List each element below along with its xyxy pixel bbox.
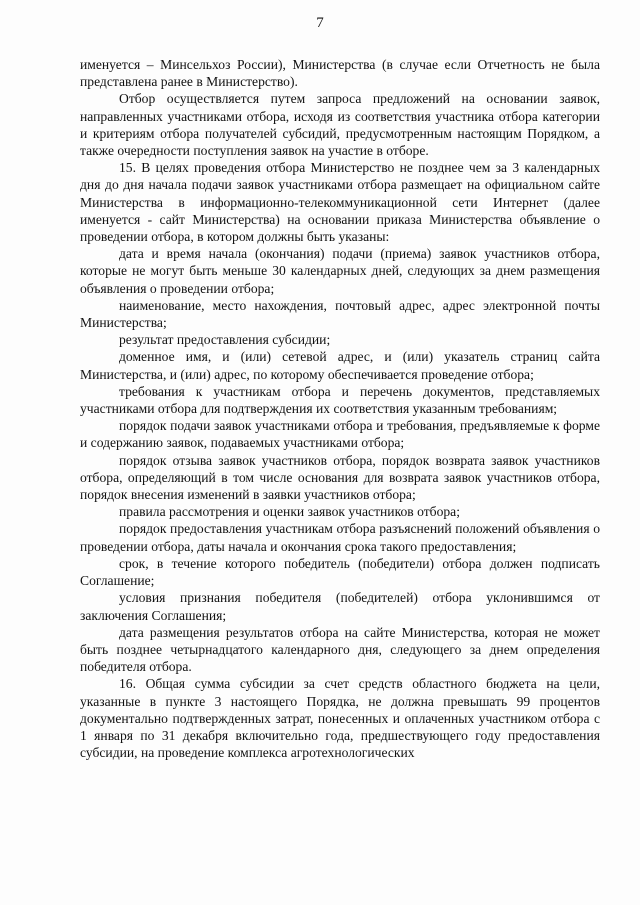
paragraph: порядок подачи заявок участниками отбора и требования, предъявляемые к форме и содержанию заявок, подаваемых участниками отбора;	[80, 418, 600, 451]
paragraph: дата и время начала (окончания) подачи (приема) заявок участников отбора, которые не могут быть меньше 30 календарных дней, следующих за днем размещения объявления о проведении отбора;	[80, 246, 600, 296]
paragraph: 15. В целях проведения отбора Министерство не позднее чем за 3 календарных дня до дня начала подачи заявок участниками отбора размещает на официальном сайте Министерства в информационно-телекоммуникационной сети Интернет (далее именуется - сайт Министерства) на основании приказа Министерства объявление о проведении отбора, в котором должны быть указаны:	[80, 160, 600, 245]
paragraph: 16. Общая сумма субсидии за счет средств областного бюджета на цели, указанные в пункте 3 настоящего Порядка, не должна превышать 99 процентов документально подтвержденных затрат, понесенных и оплаченных участником отбора с 1 января по 31 декабря включительно года, предшествующего году предоставления субсидии, на проведение комплекса агротехнологических	[80, 676, 600, 761]
paragraph: Отбор осуществляется путем запроса предложений на основании заявок, направленных участниками отбора, исходя из соответствия участника отбора категории и критериям отбора получателей субсидий, предусмотренным настоящим Порядком, а также очередности поступления заявок на участие в отборе.	[80, 91, 600, 159]
paragraph: условия признания победителя (победителей) отбора уклонившимся от заключения Соглашения;	[80, 590, 600, 623]
paragraph: именуется – Минсельхоз России), Министерства (в случае если Отчетность не была представлена ранее в Министерство).	[80, 57, 600, 90]
body-text	[80, 56, 600, 761]
paragraph: порядок отзыва заявок участников отбора, порядок возврата заявок участников отбора, определяющий в том числе основания для возврата заявок участников отбора, порядок внесения изменений в заявки участников отбора;	[80, 452, 600, 503]
paragraph: наименование, место нахождения, почтовый адрес, адрес электронной почты Министерства;	[80, 297, 600, 331]
paragraph: требования к участникам отбора и перечень документов, представляемых участниками отбора для подтверждения их соответствия указанным требованиям;	[80, 383, 600, 417]
paragraph: дата размещения результатов отбора на сайте Министерства, которая не может быть позднее четырнадцатого календарного дня, следующего за днем определения победителя отбора.	[80, 624, 600, 675]
page-number: 7	[316, 15, 324, 31]
paragraph: порядок предоставления участникам отбора разъяснений положений объявления о проведении отбора, даты начала и окончания срока такого предоставления;	[80, 521, 600, 554]
paragraph: срок, в течение которого победитель (победители) отбора должен подписать Соглашение;	[80, 555, 600, 589]
paragraph: доменное имя, и (или) сетевой адрес, и (или) указатель страниц сайта Министерства, и (или) адрес, по которому обеспечивается проведение отбора;	[80, 349, 600, 382]
paragraph: правила рассмотрения и оценки заявок участников отбора;	[119, 504, 460, 520]
paragraph: результат предоставления субсидии;	[119, 332, 331, 348]
